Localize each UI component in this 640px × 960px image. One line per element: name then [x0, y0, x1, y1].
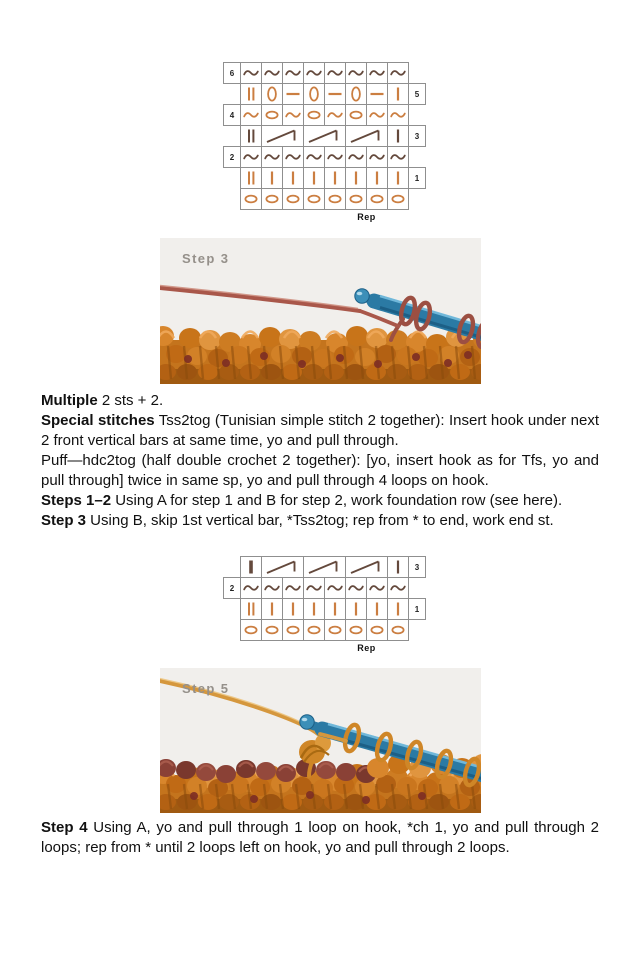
row-number: 3 — [409, 126, 426, 147]
chart-cell-dbar — [241, 84, 262, 105]
chart-cell-chain — [325, 620, 346, 641]
chart-cell-bar — [262, 168, 283, 189]
chart-cell-tss2tog — [262, 126, 304, 147]
chart-cell-chain — [241, 189, 262, 210]
chart-cell-bar — [283, 599, 304, 620]
chart-gutter — [409, 189, 426, 210]
rep-spacer — [241, 210, 346, 225]
row-number: 5 — [409, 84, 426, 105]
chart-cell-wave — [325, 147, 346, 168]
chart-gutter — [409, 641, 426, 656]
chart-cell-wave — [304, 578, 325, 599]
paragraph-puff: Puff—hdc2tog (half double crochet 2 together): [yo, insert hook as for Tfs, yo and pull through] twice in same sp, yo and pull through 4 loops on hook. — [41, 452, 599, 489]
instructions-block — [41, 391, 599, 531]
step-4-block — [41, 818, 599, 858]
step-photo-3 — [160, 238, 481, 384]
chart-cell-wave — [241, 63, 262, 84]
chart-gutter — [409, 620, 426, 641]
chart-cell-wave — [304, 63, 325, 84]
chart-cell-wave — [388, 147, 409, 168]
paragraph-step-4: Step 4 Using A, yo and pull through 1 loop on hook, *ch 1, yo and pull through 2 loops; rep from * until 2 loops left on hook, yo and pull through 2 loops. — [41, 819, 600, 856]
chart-gutter — [224, 189, 241, 210]
chart-cell-wave — [388, 578, 409, 599]
chart-cell-tss2tog — [346, 126, 388, 147]
chart-cell-chain — [304, 620, 325, 641]
chart-cell-wave — [283, 147, 304, 168]
multiple-lead: Multiple — [41, 392, 98, 409]
chart-cell-wave — [346, 578, 367, 599]
chart-cell-wave — [262, 63, 283, 84]
rep-label: Rep — [357, 212, 376, 222]
chart-gutter — [224, 210, 241, 225]
chart-cell-wave — [367, 147, 388, 168]
chart-cell-chain — [262, 189, 283, 210]
chart-grid — [223, 556, 426, 655]
chart-cell-wave — [241, 105, 262, 126]
row-number: 1 — [409, 168, 426, 189]
chart-cell-wave — [241, 147, 262, 168]
chart-cell-bar — [388, 599, 409, 620]
chart-cell-chain — [241, 620, 262, 641]
chart-cell-bar — [304, 168, 325, 189]
chart-cell-chain — [262, 620, 283, 641]
chart-cell-yo — [346, 84, 367, 105]
rep-spacer — [388, 210, 409, 225]
row-number: 6 — [224, 63, 241, 84]
chart-cell-chain — [262, 105, 283, 126]
chart-gutter — [409, 147, 426, 168]
chart-cell-yo — [262, 84, 283, 105]
chart-gutter — [224, 641, 241, 656]
step-3-lead: Step 3 — [41, 512, 87, 529]
chart-cell-wave — [283, 578, 304, 599]
paragraph-step-3: Step 3 Using B, skip 1st vertical bar, *Tss2tog; rep from * to end, work end st. — [41, 512, 554, 529]
chart-cell-bar — [304, 599, 325, 620]
chart-cell-bar — [283, 168, 304, 189]
chart-gutter — [409, 578, 426, 599]
chart-gutter — [409, 210, 426, 225]
chart-gutter — [224, 599, 241, 620]
chart-cell-bar — [367, 599, 388, 620]
chart-cell-tss2tog — [262, 557, 304, 578]
photo-step-label: Step 3 — [182, 251, 230, 266]
chart-cell-bar — [325, 599, 346, 620]
chart-cell-bar — [388, 84, 409, 105]
chart-cell-bar — [346, 168, 367, 189]
chart-cell-dbar — [241, 168, 262, 189]
chart-cell-chain — [388, 620, 409, 641]
chart-cell-bar — [388, 557, 409, 578]
chart-gutter — [409, 63, 426, 84]
chart-cell-chain — [346, 105, 367, 126]
step-4-lead: Step 4 — [41, 819, 88, 836]
row-number: 2 — [224, 147, 241, 168]
row-number: 1 — [409, 599, 426, 620]
chart-cell-chain — [325, 189, 346, 210]
chart-cell-dash — [367, 84, 388, 105]
chart-cell-wave — [283, 63, 304, 84]
chart-gutter — [224, 557, 241, 578]
photo-step-label: Step 5 — [182, 681, 230, 696]
chart-cell-chain — [283, 620, 304, 641]
steps-1-2-lead: Steps 1–2 — [41, 492, 112, 509]
paragraph-multiple: Multiple 2 sts + 2. — [41, 392, 164, 409]
chart-cell-wave — [325, 63, 346, 84]
chart-cell-wave — [367, 105, 388, 126]
chart-cell-chain — [304, 189, 325, 210]
chart-cell-wave — [346, 147, 367, 168]
chart-cell-tss2tog — [304, 126, 346, 147]
chart-cell-bar — [262, 599, 283, 620]
row-number: 4 — [224, 105, 241, 126]
chart-cell-bar — [325, 168, 346, 189]
paragraph-steps-1-2: Steps 1–2 Using A for step 1 and B for step 2, work foundation row (see here). — [41, 492, 563, 509]
chart-cell-chain — [283, 189, 304, 210]
chart-grid — [223, 62, 426, 224]
special-stitches-lead: Special stitches — [41, 412, 155, 429]
chart-cell-dbar — [241, 126, 262, 147]
chart-cell-chain — [367, 189, 388, 210]
chart-cell-bar — [388, 168, 409, 189]
chart-cell-wave — [262, 147, 283, 168]
chart-cell-chain — [304, 105, 325, 126]
chart-cell-wave — [388, 63, 409, 84]
step-photo-5 — [160, 668, 481, 813]
row-number: 3 — [409, 557, 426, 578]
chart-cell-wave — [304, 147, 325, 168]
chart-cell-chain — [388, 189, 409, 210]
chart-cell-dash — [283, 84, 304, 105]
rep-spacer — [388, 641, 409, 656]
chart-cell-thickbar — [241, 557, 262, 578]
chart-cell-yo — [304, 84, 325, 105]
chart-cell-wave — [283, 105, 304, 126]
chart-gutter — [224, 84, 241, 105]
chart-cell-tss2tog — [346, 557, 388, 578]
chart-cell-wave — [325, 578, 346, 599]
chart-gutter — [224, 168, 241, 189]
paragraph-special-stitches: Special stitches Tss2tog (Tunisian simple stitch 2 together): Insert hook under next 2 front vertical bars at same time, yo and pull through. — [41, 412, 599, 449]
chart-cell-wave — [346, 63, 367, 84]
row-number: 2 — [224, 578, 241, 599]
chart-gutter — [409, 105, 426, 126]
chart-cell-dbar — [241, 599, 262, 620]
chart-cell-wave — [325, 105, 346, 126]
chart-cell-bar — [346, 599, 367, 620]
chart-cell-chain — [367, 620, 388, 641]
chart-cell-dash — [325, 84, 346, 105]
stitch-chart-bottom — [223, 556, 426, 655]
rep-spacer — [241, 641, 346, 656]
rep-label: Rep — [357, 643, 376, 653]
chart-cell-chain — [346, 620, 367, 641]
chart-cell-wave — [388, 105, 409, 126]
chart-cell-tss2tog — [304, 557, 346, 578]
chart-gutter — [224, 126, 241, 147]
chart-cell-wave — [367, 578, 388, 599]
chart-cell-wave — [262, 578, 283, 599]
chart-cell-chain — [346, 189, 367, 210]
chart-cell-bar — [388, 126, 409, 147]
chart-cell-wave — [367, 63, 388, 84]
chart-gutter — [224, 620, 241, 641]
chart-cell-bar — [367, 168, 388, 189]
chart-cell-wave — [241, 578, 262, 599]
stitch-chart-top — [223, 62, 426, 224]
